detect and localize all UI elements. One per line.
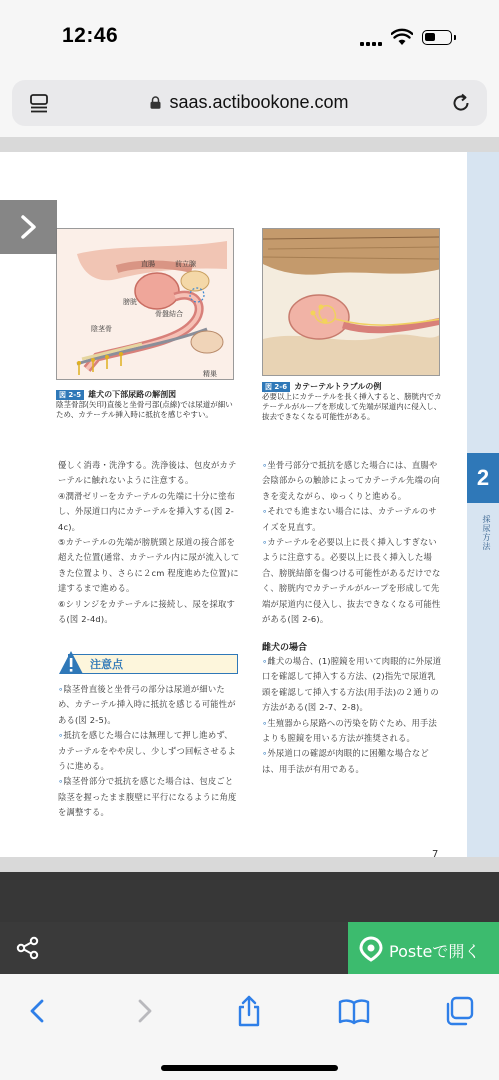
- anatomy-illustration: [57, 229, 234, 380]
- list-item: ∘それでも進まない場合には、カテーテルのサイズを見直す。: [262, 506, 437, 532]
- open-in-poste-button[interactable]: [348, 922, 499, 974]
- list-item: ∘雌犬の場合、(1)膣鏡を用いて肉眼的に外尿道口を確認して挿入する方法、(2)指先で尿道乳頭を確認して挿入する方法(用手法)の２通りの方法がある(図 2-7、2-8)。: [262, 656, 442, 713]
- book-viewer[interactable]: [0, 137, 499, 872]
- domain-label: saas.actibookone.com: [169, 92, 349, 112]
- left-column-steps: [58, 458, 240, 627]
- caution-item: ∘抵抗を感じた場合には無理して押し進めず、カテーテルをやや戻し、少しずつ回転させるように進める。: [58, 730, 237, 772]
- caution-item: ∘陰茎骨直後と坐骨弓の部分は尿道が細いため、カテーテル挿入時に抵抗を感じる可能性がある(図 2-5)。: [58, 684, 236, 725]
- book-page: [0, 152, 467, 860]
- section-heading-female: 雌犬の場合: [262, 643, 308, 653]
- wifi-icon: [391, 28, 413, 46]
- battery-icon: [422, 30, 452, 45]
- step-text: ④潤滑ゼリーをカテーテルの先端に十分に塗布し、外尿道口内にカテーテルを挿入する(図 2-4c)。: [58, 490, 236, 532]
- share-nodes-icon[interactable]: [16, 936, 40, 960]
- caution-header: [58, 650, 240, 676]
- figure-2-text: 必要以上にカテーテルを長く挿入すると、膀胱内でカテーテルがループを形成して先端が尿道内に侵入し、抜去できなくなる可能性がある。: [262, 392, 442, 421]
- viewer-footer: [0, 872, 499, 922]
- list-item: ∘カテーテルを必要以上に長く挿入しすぎないように注意する。必要以上に長く挿入した場合、膀胱結節を傷つける可能性があるだけでなく、膀胱内でカテーテルがループを形成して先端が尿道内に侵入し、抜去できなくなる可能性がある(図 2-6)。: [262, 537, 441, 625]
- list-item: ∘生殖器から尿路への汚染を防ぐため、用手法よりも膣鏡を用いる方法が推奨される。: [262, 717, 438, 744]
- tabs-icon[interactable]: [442, 994, 476, 1028]
- step-text: ⑥シリンジをカテーテルに接続し、尿を採取する(図 2-4d)。: [58, 598, 235, 625]
- label-prostate: 前立腺: [175, 260, 196, 268]
- status-bar: [0, 0, 499, 70]
- figure-2-number: 図 2-6: [262, 382, 290, 392]
- figure-2-caption: [262, 382, 442, 422]
- female-list: [262, 654, 444, 777]
- page-turn-button[interactable]: [0, 200, 57, 254]
- label-testis: 精巣: [203, 370, 217, 378]
- figure-1-title: 雄犬の下部尿路の解剖図: [88, 390, 177, 399]
- figure-anatomy: [56, 228, 234, 380]
- forward-icon[interactable]: [127, 994, 161, 1028]
- url-text[interactable]: [12, 92, 487, 113]
- cellular-signal-icon: [360, 38, 382, 46]
- address-bar[interactable]: [12, 80, 487, 126]
- bookmarks-icon[interactable]: [337, 994, 371, 1028]
- figure-1-number: 図 2-5: [56, 390, 84, 400]
- back-icon[interactable]: [21, 994, 55, 1028]
- list-item: ∘外尿道口の確認が肉眼的に困難な場合などは、用手法が有用である。: [262, 748, 429, 774]
- page-number: 7: [432, 849, 439, 860]
- home-indicator: [161, 1065, 338, 1071]
- caution-item: ∘陰茎骨部分で抵抗を感じた場合は、包皮ごと陰茎を握ったまま腹壁に平行になるように角度を調整する。: [58, 776, 237, 818]
- share-icon[interactable]: [232, 994, 266, 1028]
- reload-icon[interactable]: [449, 91, 473, 115]
- label-os-penis: 陰茎骨: [91, 325, 112, 333]
- chapter-tab-number: 2: [467, 453, 499, 503]
- clock: 12:46: [62, 24, 119, 47]
- caution-list: [58, 682, 240, 821]
- figure-catheter-loop: [262, 228, 440, 376]
- poste-logo-icon: [358, 936, 384, 962]
- right-column-list: [262, 458, 444, 627]
- catheter-illustration: [263, 229, 440, 376]
- lock-icon: [150, 96, 161, 109]
- figure-1-caption: [56, 390, 236, 420]
- chapter-tab-text: 採尿方法: [482, 515, 491, 551]
- step-text: ⑤カテーテルの先端が膀胱頸と尿道の接合部を超えた位置(通常、カテーテル内に尿が流入してきた位置より、さらに２cm 程度進めた位置)に達するまで進める。: [58, 537, 240, 594]
- list-item: ∘坐骨弓部分で抵抗を感じた場合には、直腸や会陰部からの触診によってカテーテル先端の向きを変えながら、ゆっくりと進める。: [262, 460, 441, 501]
- figure-1-text: 陰茎骨部(矢印)直後と坐骨弓部(点線)では尿道が細いため、カテーテル挿入時に抵抗を感じやすい。: [56, 400, 233, 419]
- open-in-poste-label: Posteで開く: [389, 942, 481, 961]
- label-bladder: 膀胱: [123, 298, 137, 306]
- step-text: 優しく消毒・洗浄する。洗浄後は、包皮がカテーテルに触れないように注意する。: [58, 460, 237, 486]
- caution-title: 注意点: [90, 658, 123, 671]
- figure-2-title: カテーテルトラブルの例: [294, 382, 382, 391]
- warning-icon: [58, 650, 84, 676]
- label-pubic-symphysis: 骨盤結合: [155, 310, 183, 318]
- chapter-tab-strip: [467, 152, 499, 857]
- label-rectum: 直腸: [141, 260, 155, 268]
- chevron-right-icon: [18, 214, 40, 240]
